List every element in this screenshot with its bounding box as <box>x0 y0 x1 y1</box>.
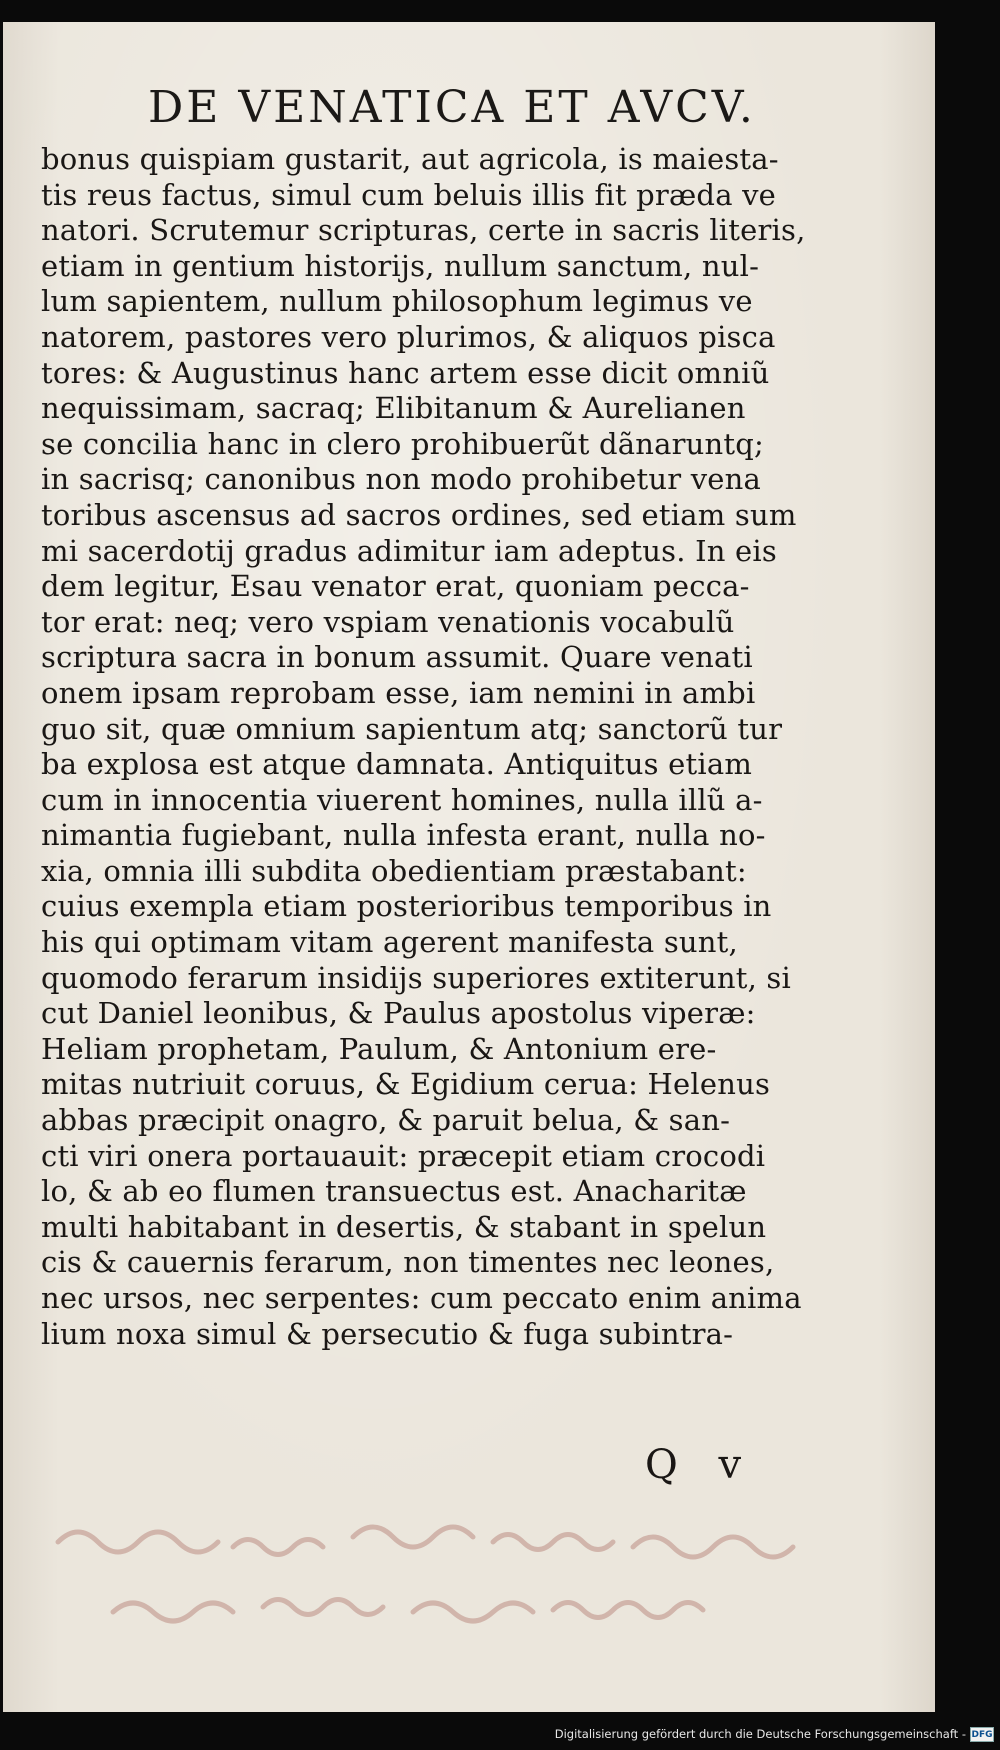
text-line: Heliam prophetam, Paulum, & Antonium ere- <box>41 1031 717 1066</box>
text-line: abbas præcipit onagro, & paruit belua, & san- <box>41 1103 731 1138</box>
text-line: lo, & ab eo flumen transuectus est. Anacharitæ <box>41 1174 747 1209</box>
text-line: onem ipsam reprobam esse, iam nemini in ambi <box>41 675 756 710</box>
running-head: DE VENATICA ET AVCV. <box>148 82 756 133</box>
text-line: nimantia fugiebant, nulla infesta erant, nulla no- <box>41 818 766 853</box>
text-line: lum sapientem, nullum philosophum legimus ve <box>41 284 753 319</box>
text-line: cum in innocentia viuerent homines, nulla illũ a- <box>41 782 763 817</box>
text-line: lium noxa simul & persecutio & fuga subintra- <box>41 1316 734 1351</box>
text-line: mi sacerdotij gradus adimitur iam adeptus. In eis <box>41 533 777 568</box>
text-line: scriptura sacra in bonum assumit. Quare venati <box>41 640 753 675</box>
body-text <box>41 142 841 1352</box>
text-line: in sacrisq; canonibus non modo prohibetur vena <box>41 462 762 497</box>
text-line: natori. Scrutemur scripturas, certe in sacris literis, <box>41 213 806 248</box>
book-page <box>3 22 935 1712</box>
signature-mark: Q v <box>645 1442 756 1488</box>
text-line: guo sit, quæ omnium sapientum atq; sanctorũ tur <box>41 711 783 746</box>
text-line: quomodo ferarum insidijs superiores extiterunt, si <box>41 960 791 995</box>
text-line: cut Daniel leonibus, & Paulus apostolus viperæ: <box>41 996 756 1031</box>
text-line: multi habitabant in desertis, & stabant in spelun <box>41 1209 767 1244</box>
text-line: cis & cauernis ferarum, non timentes nec leones, <box>41 1245 775 1280</box>
text-line: mitas nutriuit coruus, & Egidium cerua: Helenus <box>41 1067 771 1102</box>
dfg-logo: DFG <box>970 1727 994 1742</box>
text-line: tis reus factus, simul cum beluis illis fit præda ve <box>41 177 777 212</box>
text-line: cuius exempla etiam posterioribus temporibus in <box>41 889 772 924</box>
text-line: tor erat: neq; vero vspiam venationis vocabulũ <box>41 604 735 639</box>
text-line: se concilia hanc in clero prohibuerũt dãnaruntq; <box>41 426 764 461</box>
funding-credit: Digitalisierung gefördert durch die Deutsche Forschungsgemeinschaft - <box>554 1727 966 1741</box>
text-line: cti viri onera portauauit: præcepit etiam crocodi <box>41 1138 766 1173</box>
text-line: dem legitur, Esau venator erat, quoniam pecca- <box>41 569 750 604</box>
text-line: nequissimam, sacraq; Elibitanum & Aurelianen <box>41 391 746 426</box>
footer-bar <box>0 1722 1000 1750</box>
bleed-through-handwriting <box>53 1502 833 1652</box>
text-line: toribus ascensus ad sacros ordines, sed etiam sum <box>41 497 797 532</box>
text-line: nec ursos, nec serpentes: cum peccato enim anima <box>41 1281 802 1315</box>
text-line: natorem, pastores vero plurimos, & aliquos pisca <box>41 319 776 354</box>
text-line: etiam in gentium historijs, nullum sanctum, nul- <box>41 248 760 283</box>
text-line: xia, omnia illi subdita obedientiam præstabant: <box>41 853 747 888</box>
text-line: tores: & Augustinus hanc artem esse dicit omniũ <box>41 355 770 390</box>
text-line: his qui optimam vitam agerent manifesta sunt, <box>41 925 738 960</box>
text-line: bonus quispiam gustarit, aut agricola, is maiesta- <box>41 142 779 176</box>
text-line: ba explosa est atque damnata. Antiquitus etiam <box>41 747 753 782</box>
